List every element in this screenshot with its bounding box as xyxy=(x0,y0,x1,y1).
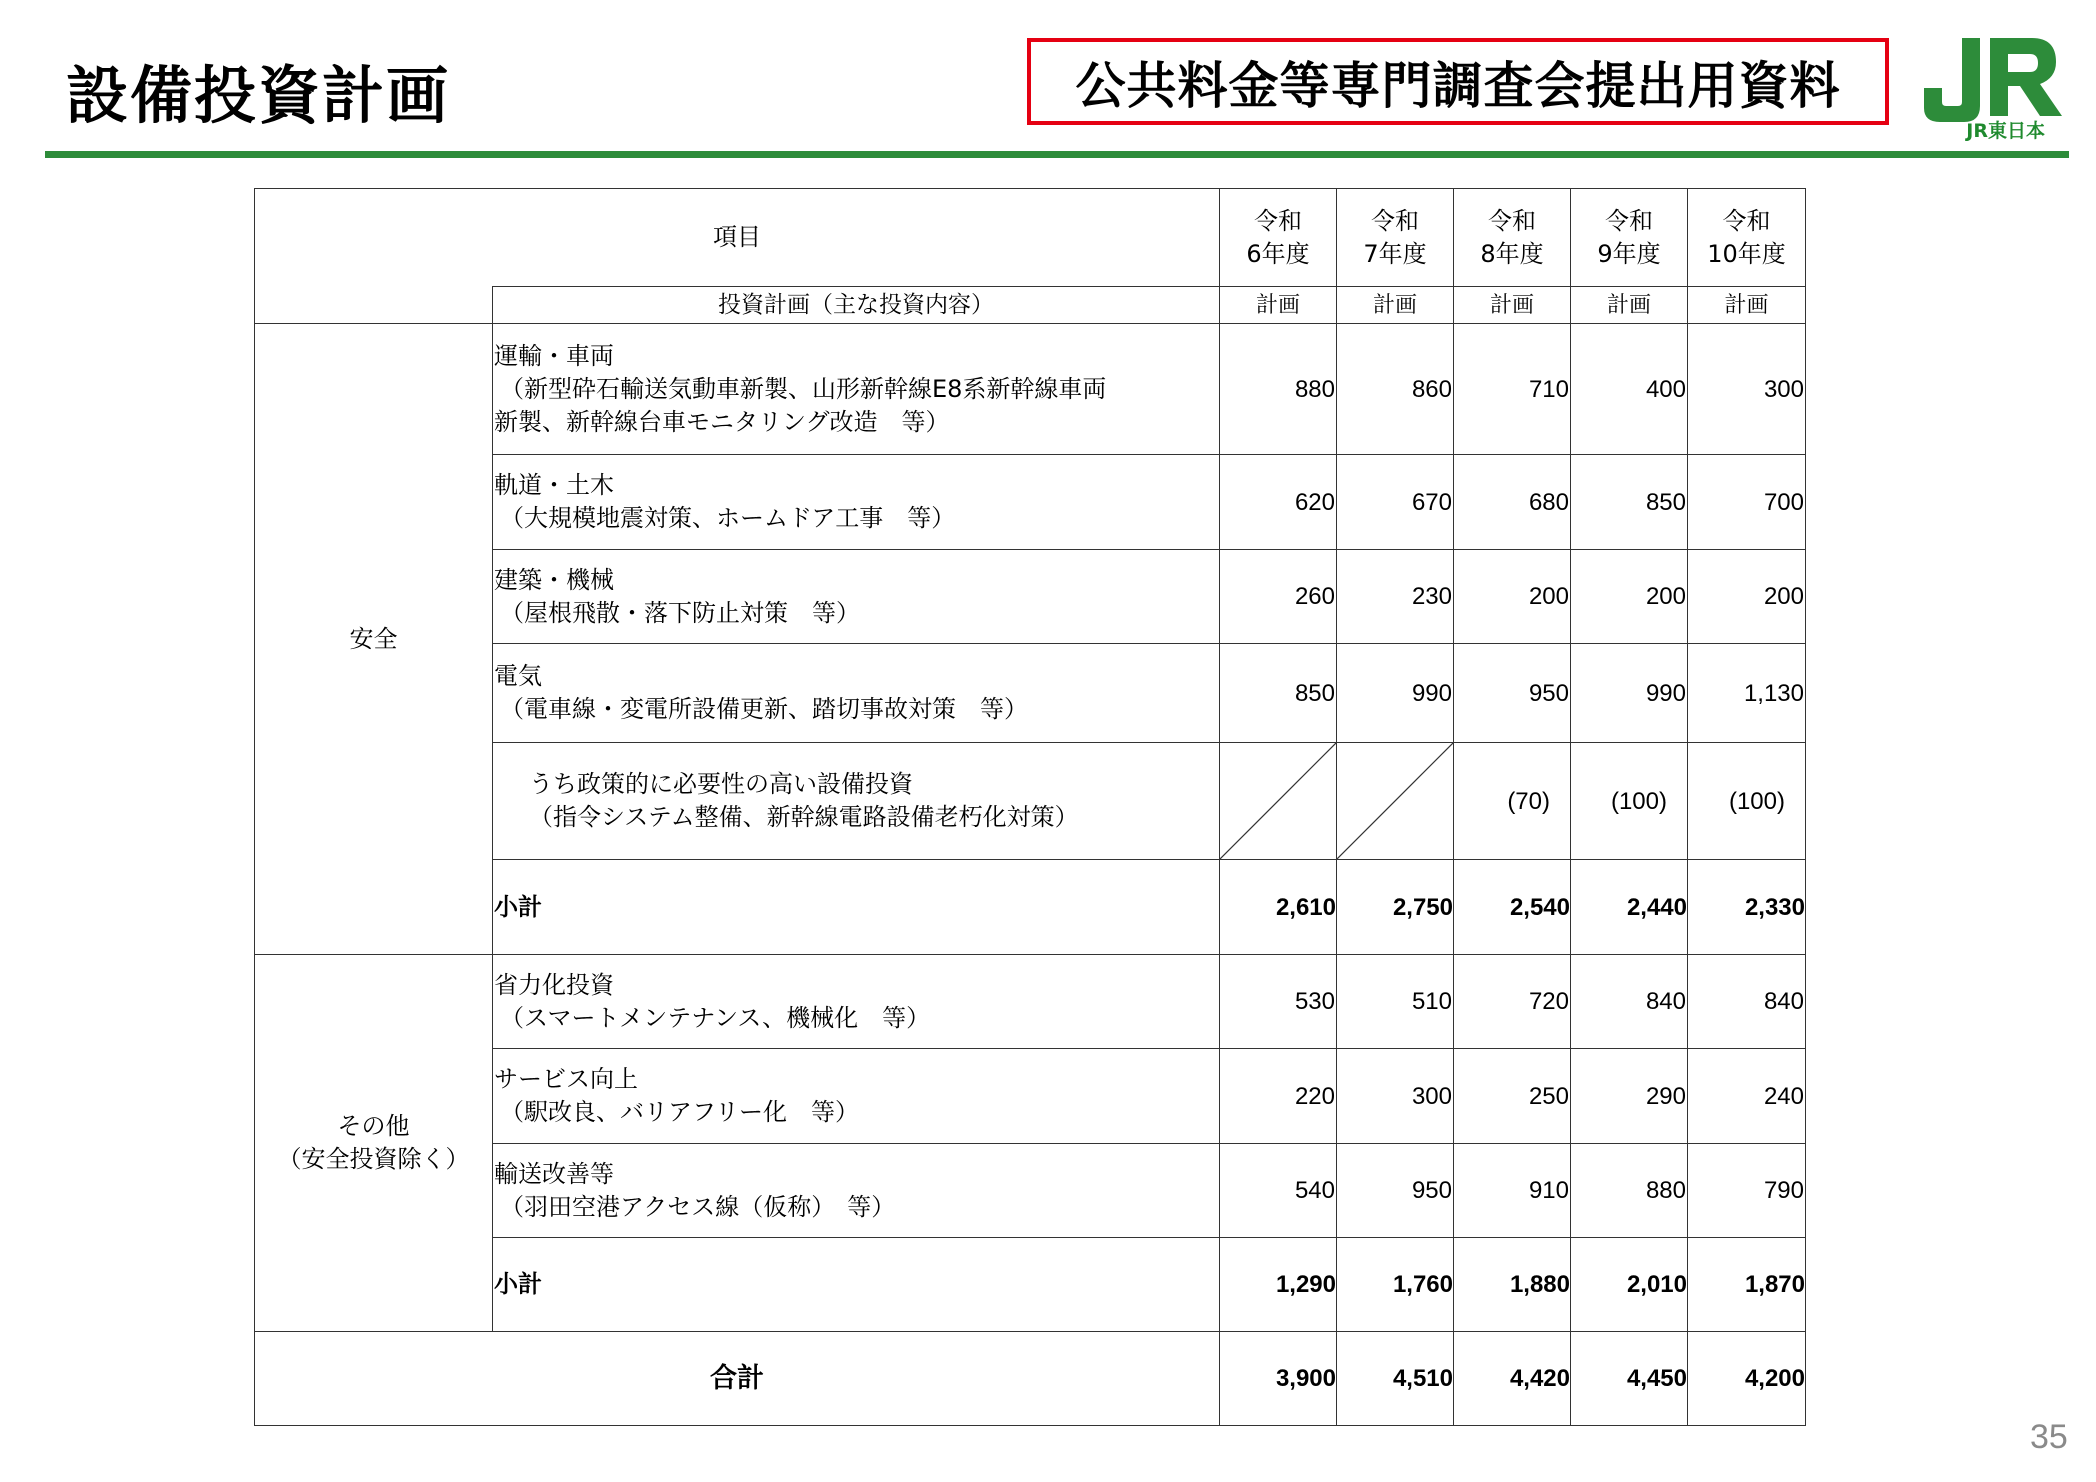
year-label: 7年度 xyxy=(1363,239,1427,268)
value-cell: 840 xyxy=(1688,955,1806,1049)
item-header xyxy=(255,189,1220,287)
plan-label: 計画 xyxy=(1337,287,1454,324)
row-name: うち政策的に必要性の高い設備投資 xyxy=(529,770,913,798)
table-row xyxy=(255,955,1806,1049)
header-divider xyxy=(45,151,2069,158)
value-cell: 680 xyxy=(1454,455,1571,550)
value-cell: 1,130 xyxy=(1688,644,1806,743)
value-cell: 710 xyxy=(1454,324,1571,455)
row-detail: 新製、新幹線台車モニタリング改造 等） xyxy=(494,407,950,436)
subtotal-cell: 2,750 xyxy=(1337,860,1454,955)
subtotal-cell: 1,870 xyxy=(1688,1238,1806,1332)
row-name: 電気 xyxy=(494,662,542,690)
plan-label: 計画 xyxy=(1454,287,1571,324)
row-label xyxy=(493,550,1220,644)
value-cell: 220 xyxy=(1220,1049,1337,1144)
category-label: その他 xyxy=(337,1112,410,1140)
subheader-row xyxy=(255,287,1806,324)
not-applicable-cell xyxy=(1220,743,1337,860)
row-detail: （スマートメンテナンス、機械化 等） xyxy=(500,1003,931,1032)
document-badge: 公共料金等専門調査会提出用資料 xyxy=(1027,38,1889,125)
table-row xyxy=(255,324,1806,455)
value-cell: 200 xyxy=(1688,550,1806,644)
category-sublabel: （安全投資除く） xyxy=(277,1145,470,1173)
subtotal-cell: 2,010 xyxy=(1571,1238,1688,1332)
year-label: 6年度 xyxy=(1246,239,1310,268)
row-label xyxy=(493,743,1220,860)
value-cell: 290 xyxy=(1571,1049,1688,1144)
row-label xyxy=(493,455,1220,550)
diagonal-line xyxy=(1337,743,1453,859)
value-cell: 240 xyxy=(1688,1049,1806,1144)
era-label: 令和 xyxy=(1605,206,1653,235)
row-label xyxy=(493,1049,1220,1144)
era-label: 令和 xyxy=(1371,206,1419,235)
value-cell: 530 xyxy=(1220,955,1337,1049)
subtotal-label: 小計 xyxy=(493,860,1220,955)
year-header xyxy=(1571,189,1688,287)
row-label xyxy=(493,324,1220,455)
plan-label: 計画 xyxy=(1688,287,1806,324)
value-cell: 400 xyxy=(1571,324,1688,455)
row-name: 輸送改善等 xyxy=(494,1159,614,1188)
capital-investment-table xyxy=(254,188,1806,1426)
item-header-label: 項目 xyxy=(713,223,761,251)
subtotal-cell: 1,880 xyxy=(1454,1238,1571,1332)
value-cell: 670 xyxy=(1337,455,1454,550)
value-cell: 860 xyxy=(1337,324,1454,455)
row-detail: （新型砕石輸送気動車新製、山形新幹線E8系新幹線車両 xyxy=(500,374,1107,403)
total-cell: 4,200 xyxy=(1688,1332,1806,1426)
row-name: 運輸・車両 xyxy=(494,341,614,370)
row-label xyxy=(493,955,1220,1049)
value-cell: 880 xyxy=(1571,1144,1688,1238)
subtotal-cell: 2,610 xyxy=(1220,860,1337,955)
diagonal-line xyxy=(1220,743,1336,859)
subheader-spacer xyxy=(255,287,493,324)
total-cell: 4,510 xyxy=(1337,1332,1454,1426)
row-detail: （屋根飛散・落下防止対策 等） xyxy=(500,598,860,627)
value-cell: 250 xyxy=(1454,1049,1571,1144)
row-label xyxy=(493,644,1220,743)
subtotal-cell: 1,760 xyxy=(1337,1238,1454,1332)
value-cell: 850 xyxy=(1220,644,1337,743)
subtotal-cell: 2,540 xyxy=(1454,860,1571,955)
subtotal-cell: 2,440 xyxy=(1571,860,1688,955)
header-row xyxy=(255,189,1806,287)
logo-text: JR東日本 xyxy=(1966,120,2045,142)
era-label: 令和 xyxy=(1254,206,1302,235)
year-header xyxy=(1220,189,1337,287)
value-cell: (100) xyxy=(1571,743,1688,860)
value-cell: 510 xyxy=(1337,955,1454,1049)
row-detail: （大規模地震対策、ホームドア工事 等） xyxy=(500,504,956,532)
page-number: 35 xyxy=(2030,1418,2068,1456)
row-detail: （駅改良、バリアフリー化 等） xyxy=(500,1098,860,1126)
subtotal-cell: 1,290 xyxy=(1220,1238,1337,1332)
value-cell: 230 xyxy=(1337,550,1454,644)
row-name: 軌道・土木 xyxy=(494,471,614,499)
year-label: 8年度 xyxy=(1480,239,1544,268)
value-cell: (100) xyxy=(1688,743,1806,860)
value-cell: 910 xyxy=(1454,1144,1571,1238)
value-cell: 990 xyxy=(1337,644,1454,743)
era-label: 令和 xyxy=(1488,206,1536,235)
row-detail: （電車線・変電所設備更新、踏切事故対策 等） xyxy=(500,695,1028,723)
year-header xyxy=(1337,189,1454,287)
plan-label: 計画 xyxy=(1571,287,1688,324)
value-cell: 300 xyxy=(1337,1049,1454,1144)
value-cell: 700 xyxy=(1688,455,1806,550)
year-header xyxy=(1688,189,1806,287)
row-detail: （羽田空港アクセス線（仮称） 等） xyxy=(500,1192,896,1221)
year-label: 10年度 xyxy=(1707,239,1786,268)
value-cell: 200 xyxy=(1571,550,1688,644)
not-applicable-cell xyxy=(1337,743,1454,860)
category-other xyxy=(255,955,493,1332)
value-cell: 990 xyxy=(1571,644,1688,743)
row-detail: （指令システム整備、新幹線電路設備老朽化対策） xyxy=(529,803,1079,831)
value-cell: 200 xyxy=(1454,550,1571,644)
subtotal-cell: 2,330 xyxy=(1688,860,1806,955)
value-cell: 950 xyxy=(1454,644,1571,743)
category-safety: 安全 xyxy=(255,324,493,955)
row-name: 省力化投資 xyxy=(494,970,614,999)
value-cell: 790 xyxy=(1688,1144,1806,1238)
value-cell: 950 xyxy=(1337,1144,1454,1238)
year-header xyxy=(1454,189,1571,287)
total-label: 合計 xyxy=(255,1332,1220,1426)
value-cell: 540 xyxy=(1220,1144,1337,1238)
value-cell: 880 xyxy=(1220,324,1337,455)
row-name: 建築・機械 xyxy=(494,565,614,594)
value-cell: 850 xyxy=(1571,455,1688,550)
value-cell: 300 xyxy=(1688,324,1806,455)
row-label xyxy=(493,1144,1220,1238)
subheader-label: 投資計画（主な投資内容） xyxy=(493,287,1220,324)
value-cell: 620 xyxy=(1220,455,1337,550)
subtotal-label: 小計 xyxy=(493,1238,1220,1332)
page-title: 設備投資計画 xyxy=(66,59,451,132)
total-cell: 4,420 xyxy=(1454,1332,1571,1426)
row-name: サービス向上 xyxy=(494,1065,638,1093)
value-cell: 260 xyxy=(1220,550,1337,644)
total-row xyxy=(255,1332,1806,1426)
total-cell: 3,900 xyxy=(1220,1332,1337,1426)
year-label: 9年度 xyxy=(1597,239,1661,268)
era-label: 令和 xyxy=(1722,206,1771,235)
total-cell: 4,450 xyxy=(1571,1332,1688,1426)
plan-label: 計画 xyxy=(1220,287,1337,324)
value-cell: 720 xyxy=(1454,955,1571,1049)
value-cell: 840 xyxy=(1571,955,1688,1049)
value-cell: (70) xyxy=(1454,743,1571,860)
